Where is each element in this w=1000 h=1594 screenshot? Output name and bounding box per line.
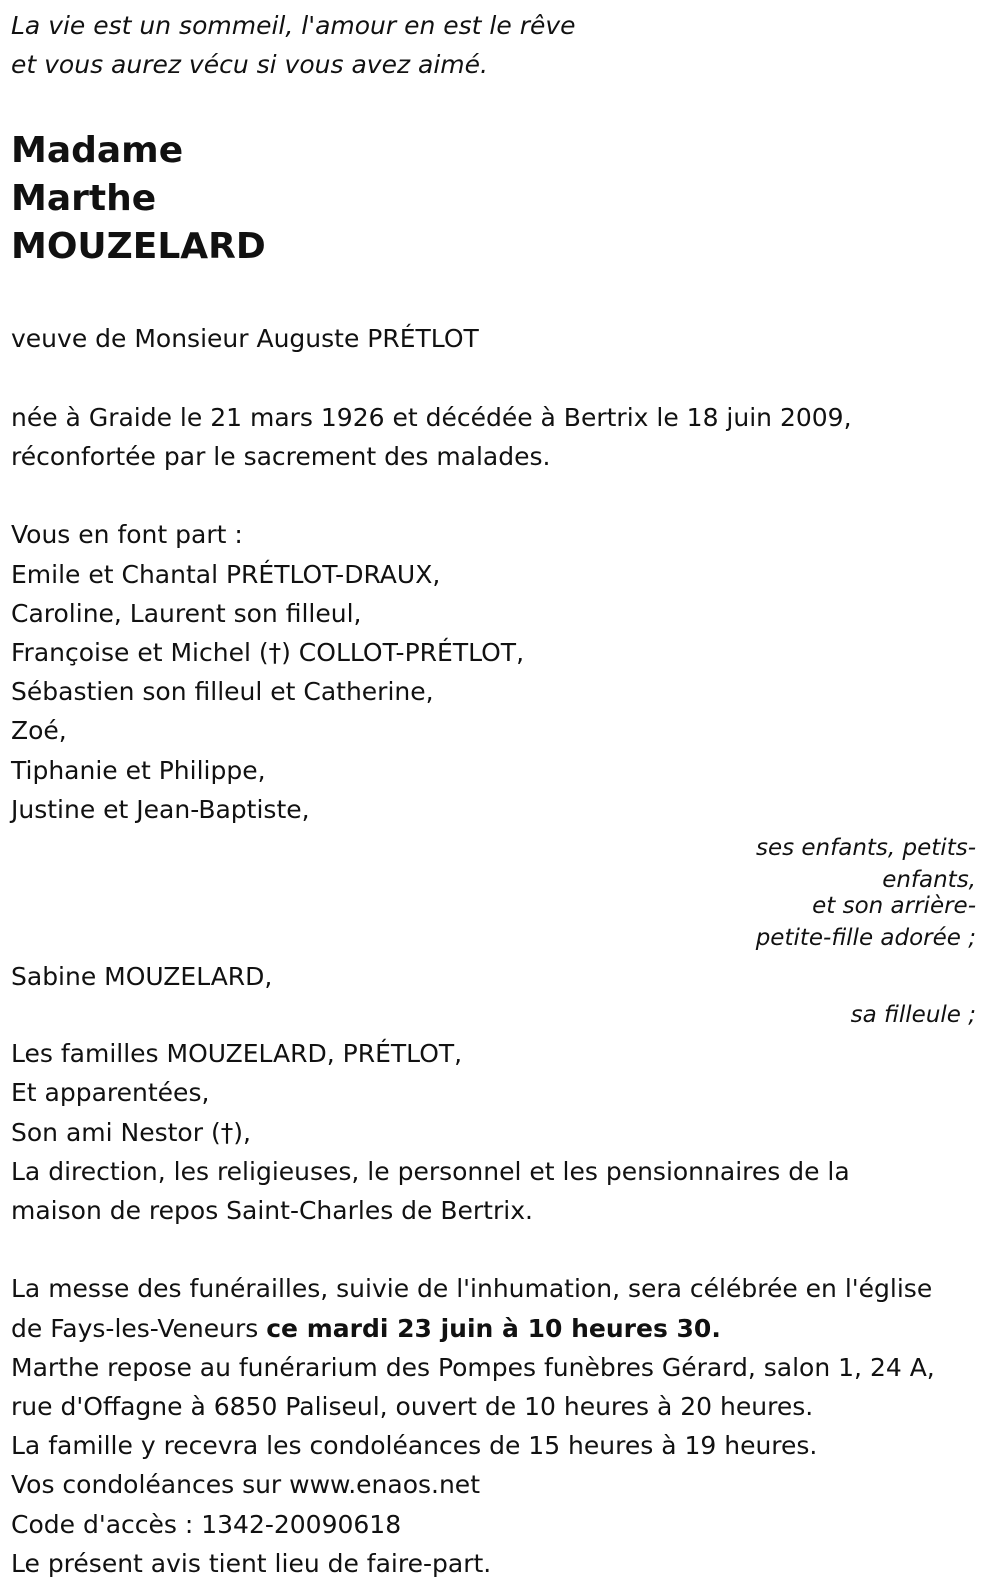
deceased-title: Madame — [11, 130, 184, 172]
family-member: Caroline, Laurent son filleul, — [11, 598, 362, 628]
epigraph-line-1: La vie est un sommeil, l'amour en est le rêve — [11, 11, 576, 40]
funeral-line-2 — [11, 1309, 1000, 1348]
deceased-last-name: MOUZELARD — [11, 226, 266, 268]
family-role-line-1: ses enfants, petits- — [755, 835, 976, 862]
notice-statement: Le présent avis tient lieu de faire-part. — [11, 1548, 492, 1578]
family-member: Justine et Jean-Baptiste, — [11, 794, 310, 824]
family-member: Françoise et Michel (†) COLLOT-PRÉTLOT, — [11, 638, 525, 667]
family-member: Zoé, — [11, 716, 67, 746]
funeral-line-3: Marthe repose au funérarium des Pompes funèbres Gérard, salon 1, 24 A, — [11, 1352, 935, 1382]
family-role-line-3: et son arrière- — [812, 893, 976, 920]
other-mourner: La direction, les religieuses, le personnel et les pensionnaires de la — [11, 1156, 850, 1186]
widow-of: veuve de Monsieur Auguste PRÉTLOT — [11, 324, 479, 354]
other-mourner: Les familles MOUZELARD, PRÉTLOT, — [11, 1039, 463, 1069]
funeral-line-5: La famille y recevra les condoléances de 15 heures à 19 heures. — [11, 1431, 818, 1461]
funeral-location: de Fays-les-Veneurs — [11, 1313, 267, 1343]
other-mourner: Son ami Nestor (†), — [11, 1117, 251, 1147]
funeral-date-time: ce mardi 23 juin à 10 heures 30. — [266, 1313, 721, 1343]
funeral-details — [11, 1269, 1000, 1583]
deceased-first-name: Marthe — [11, 178, 157, 220]
access-code: Code d'accès : 1342-20090618 — [11, 1509, 402, 1539]
family-role-line-4: petite-fille adorée ; — [755, 925, 976, 952]
birth-death-line-2: réconfortée par le sacrement des malades. — [11, 442, 551, 471]
epigraph — [11, 6, 1000, 84]
family-role-line-2: enfants, — [882, 867, 976, 894]
epigraph-line-2: et vous aurez vécu si vous avez aimé. — [11, 50, 488, 80]
family-member: Tiphanie et Philippe, — [11, 755, 266, 785]
birth-death — [11, 398, 1000, 476]
announcement — [11, 515, 1000, 1230]
funeral-line-1: La messe des funérailles, suivie de l'inhumation, sera célébrée en l'église — [11, 1274, 933, 1304]
family-member: Sébastien son filleul et Catherine, — [11, 677, 434, 707]
funeral-line-4: rue d'Offagne à 6850 Paliseul, ouvert de 10 heures à 20 heures. — [11, 1392, 814, 1422]
other-mourner: Et apparentées, — [11, 1078, 210, 1108]
family-member: Emile et Chantal PRÉTLOT-DRAUX, — [11, 559, 441, 589]
goddaughter-role: sa filleule ; — [850, 1002, 976, 1029]
condolences-website: Vos condoléances sur www.enaos.net — [11, 1470, 480, 1500]
deceased-name — [11, 127, 1000, 271]
goddaughter: Sabine MOUZELARD, — [11, 962, 273, 992]
birth-death-line-1: née à Graide le 21 mars 1926 et décédée à Bertrix le 18 juin 2009, — [11, 402, 852, 432]
other-mourner: maison de repos Saint-Charles de Bertrix. — [11, 1196, 533, 1226]
announcement-intro: Vous en font part : — [11, 520, 243, 550]
